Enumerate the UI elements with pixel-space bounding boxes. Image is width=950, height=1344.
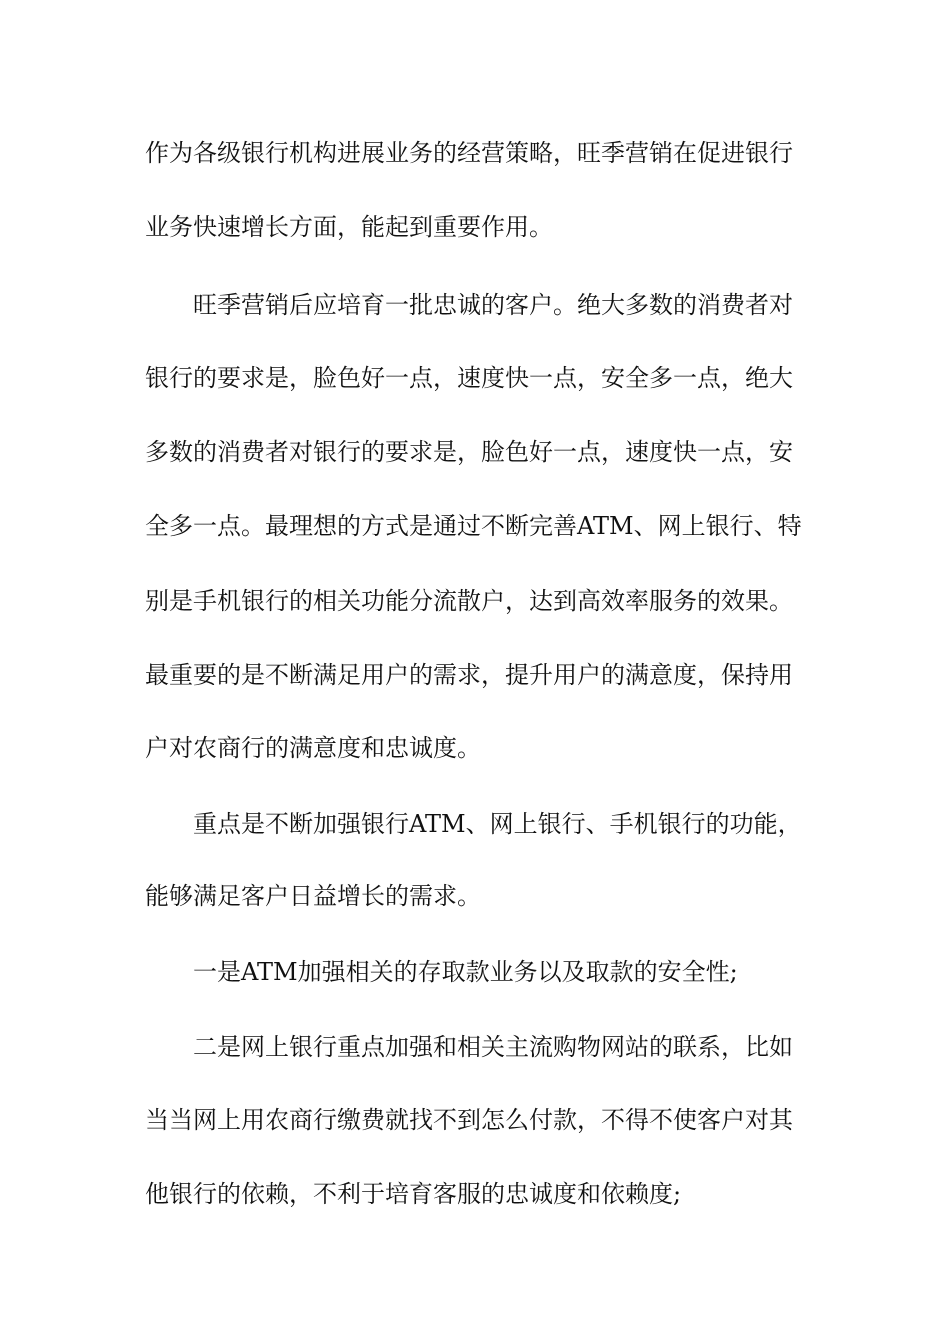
text-line: 能够满足客户日益增长的需求。 — [145, 882, 481, 910]
text-line: 别是手机银行的相关功能分流散户，达到高效率服务的效果。 — [145, 587, 793, 615]
paragraph-start-line: 二是网上银行重点加强和相关主流购物网站的联系，比如 — [193, 1033, 793, 1061]
text-line: 最重要的是不断满足用户的需求，提升用户的满意度，保持用 — [145, 661, 793, 689]
text-line: 全多一点。最理想的方式是通过不断完善ATM、网上银行、特 — [145, 512, 802, 540]
text-line: 业务快速增长方面，能起到重要作用。 — [145, 213, 553, 241]
text-line: 当当网上用农商行缴费就找不到怎么付款，不得不使客户对其 — [145, 1106, 793, 1134]
paragraph-start-line: 重点是不断加强银行ATM、网上银行、手机银行的功能， — [193, 810, 802, 838]
text-line: 银行的要求是，脸色好一点，速度快一点，安全多一点，绝大 — [145, 364, 793, 392]
paragraph-start-line: 一是ATM加强相关的存取款业务以及取款的安全性; — [193, 958, 738, 986]
text-line: 户对农商行的满意度和忠诚度。 — [145, 734, 481, 762]
text-line: 多数的消费者对银行的要求是，脸色好一点，速度快一点，安 — [145, 438, 793, 466]
text-line: 他银行的依赖，不利于培育客服的忠诚度和依赖度; — [145, 1180, 682, 1208]
paragraph-start-line: 旺季营销后应培育一批忠诚的客户。绝大多数的消费者对 — [193, 291, 793, 319]
text-line: 作为各级银行机构进展业务的经营策略，旺季营销在促进银行 — [145, 139, 793, 167]
